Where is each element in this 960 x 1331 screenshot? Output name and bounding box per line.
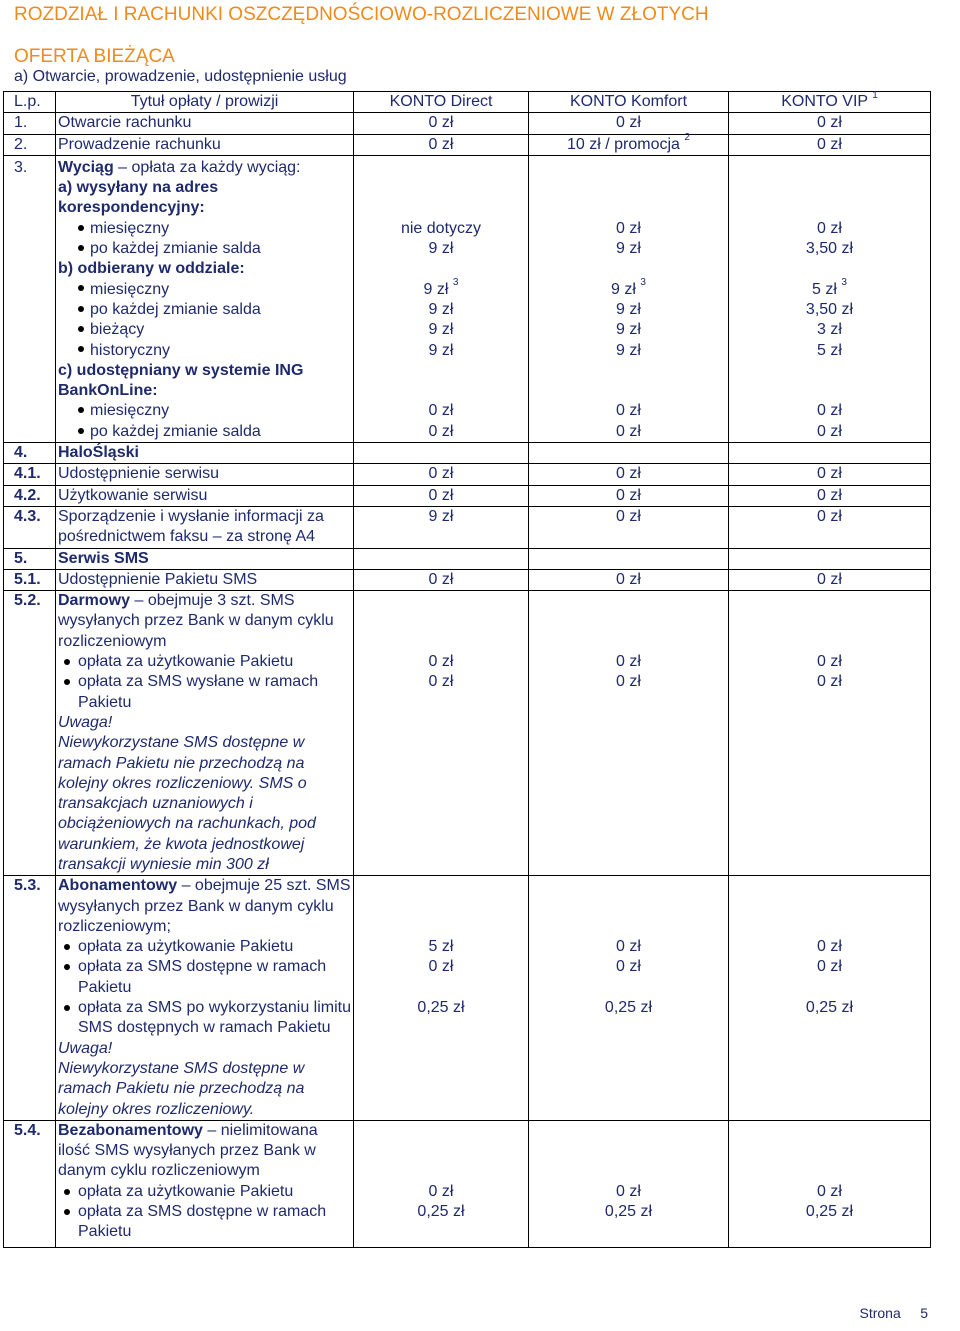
table-row bbox=[4, 569, 931, 590]
table-row bbox=[4, 464, 931, 485]
page-number: 5 bbox=[920, 1305, 928, 1321]
table-row bbox=[4, 1120, 931, 1247]
row-label: Otwarcie rachunku bbox=[56, 113, 354, 134]
row-number: 4.1. bbox=[4, 464, 56, 485]
row-number: 5.2. bbox=[4, 591, 56, 876]
value-komfort: 10 zł / promocja $^2$ bbox=[529, 134, 729, 155]
note-title: Uwaga! bbox=[58, 713, 113, 731]
value-vip: 0 zł bbox=[729, 464, 931, 485]
note-text: Niewykorzystane SMS dostępne w ramach Pakietu nie przechodzą na kolejny okres rozliczeniowy. SMS o transakcjach uznaniowych i obciążeniowych na rachunkach, pod warunkiem, że kwota jednostkowej transakcji wyniesie min 300 zł bbox=[58, 734, 316, 873]
row-label: Darmowy – obejmuje 3 szt. SMS wysyłanych przez Bank w danym cyklu rozliczeniowym opłata za użytkowanie Pakietu opłata za SMS wysłane w ramach Pakietu Uwaga! Niewykorzystane SMS dostępne w ramach Pakietu nie przechodzą na kolejny okres rozliczeniowy. SMS o transakcjach uznaniowych i obciążeniowych na rachunkach, pod warunkiem, że kwota jednostkowej transakcji wyniesie min 300 zł bbox=[56, 591, 354, 876]
bullet-icon bbox=[78, 346, 84, 352]
value-komfort: 0 zł 0,25 zł bbox=[529, 1120, 729, 1247]
list-item: opłata za SMS po wykorzystaniu limitu SMS dostępnych w ramach Pakietu bbox=[78, 998, 353, 1039]
table-row bbox=[4, 485, 931, 506]
section-subtitle: a) Otwarcie, prowadzenie, udostępnienie usług bbox=[14, 68, 347, 85]
fee-table bbox=[3, 91, 931, 1248]
value-direct: 0 zł 0,25 zł bbox=[354, 1120, 529, 1247]
header-lp: L.p. bbox=[4, 92, 56, 113]
row-label: Abonamentowy – obejmuje 25 szt. SMS wysyłanych przez Bank w danym cyklu rozliczeniowym; opłata za użytkowanie Pakietu opłata za SMS dostępne w ramach Pakietu opłata za SMS po wykorzystaniu limitu SMS dostępnych w ramach Pakietu Uwaga! Niewykorzystane SMS dostępne w ramach Pakietu nie przechodzą na kolejny okres rozliczeniowy. bbox=[56, 876, 354, 1121]
table-row bbox=[4, 155, 931, 442]
row-label: Użytkowanie serwisu bbox=[56, 485, 354, 506]
list-item: opłata za SMS dostępne w ramach Pakietu bbox=[78, 1202, 353, 1243]
value-vip: 0 zł bbox=[729, 506, 931, 548]
value-direct: 0 zł bbox=[354, 134, 529, 155]
row-number: 5.1. bbox=[4, 569, 56, 590]
value-vip: 0 zł 0,25 zł bbox=[729, 1120, 931, 1247]
row-label: HaloŚląski bbox=[56, 443, 354, 464]
value-komfort: 0 zł bbox=[529, 485, 729, 506]
value-komfort: 0 zł bbox=[529, 113, 729, 134]
note-text: Niewykorzystane SMS dostępne w ramach Pakietu nie przechodzą na kolejny okres rozliczeniowy. bbox=[58, 1059, 305, 1118]
value-vip: 0 zł bbox=[729, 485, 931, 506]
bullet-icon bbox=[78, 225, 84, 231]
value-direct: 0 zł bbox=[354, 569, 529, 590]
row-label: Udostępnienie serwisu bbox=[56, 464, 354, 485]
bullet-icon bbox=[78, 245, 84, 251]
value-direct: 5 zł 0 zł 0,25 zł bbox=[354, 876, 529, 1121]
row-number: 5.3. bbox=[4, 876, 56, 1121]
row-number: 3. bbox=[4, 155, 56, 442]
header-title: Tytuł opłaty / prowizji bbox=[56, 92, 354, 113]
value-direct: 0 zł bbox=[354, 113, 529, 134]
table-header-row bbox=[4, 92, 931, 113]
value-vip: 0 zł bbox=[729, 134, 931, 155]
list-item: opłata za użytkowanie Pakietu bbox=[78, 937, 353, 957]
row-number: 5.4. bbox=[4, 1120, 56, 1247]
row-label: Bezabonamentowy – nielimitowana ilość SMS wysyłanych przez Bank w danym cyklu rozliczeniowym opłata za użytkowanie Pakietu opłata za SMS dostępne w ramach Pakietu bbox=[56, 1120, 354, 1247]
value-komfort: 0 zł 0 zł bbox=[529, 591, 729, 876]
row-number: 5. bbox=[4, 548, 56, 569]
header-komfort: KONTO Komfort bbox=[529, 92, 729, 113]
value-vip: 0 zł 0 zł 0,25 zł bbox=[729, 876, 931, 1121]
row-label: Wyciąg – opłata za każdy wyciąg: a) wysyłany na adres korespondencyjny: miesięczny po każdej zmianie salda b) odbierany w oddziale: miesięczny po każdej zmianie salda bieżący historyczny c) udostępniany w systemie ING BankOnLine: miesięczny po każdej zmianie salda bbox=[56, 155, 354, 442]
table-row bbox=[4, 876, 931, 1121]
value-komfort: 0 zł bbox=[529, 506, 729, 548]
list-item: opłata za SMS wysłane w ramach Pakietu bbox=[78, 672, 353, 713]
row-number: 2. bbox=[4, 134, 56, 155]
page-footer bbox=[860, 1305, 929, 1321]
row-label: Serwis SMS bbox=[56, 548, 354, 569]
chapter-title: ROZDZIAŁ I RACHUNKI OSZCZĘDNOŚCIOWO-ROZLICZENIOWE W ZŁOTYCH bbox=[14, 4, 709, 25]
list-item: opłata za użytkowanie Pakietu bbox=[78, 1182, 353, 1202]
table-row bbox=[4, 134, 931, 155]
table-row bbox=[4, 591, 931, 876]
value-komfort: 0 zł 9 zł 9 zł $^3$ 9 zł 9 zł 9 zł 0 zł 0 zł bbox=[529, 155, 729, 442]
bullet-icon bbox=[78, 306, 84, 312]
value-direct: nie dotyczy 9 zł 9 zł $^3$ 9 zł 9 zł 9 zł 0 zł 0 zł bbox=[354, 155, 529, 442]
table-row bbox=[4, 443, 931, 464]
list-item: opłata za użytkowanie Pakietu bbox=[78, 652, 353, 672]
row-label: Sporządzenie i wysłanie informacji za pośrednictwem faksu – za stronę A4 bbox=[56, 506, 354, 548]
value-vip: 0 zł bbox=[729, 113, 931, 134]
row-number: 1. bbox=[4, 113, 56, 134]
bullet-icon bbox=[78, 428, 84, 434]
value-vip: 0 zł bbox=[729, 569, 931, 590]
table-row bbox=[4, 113, 931, 134]
list-item: opłata za SMS dostępne w ramach Pakietu bbox=[78, 957, 353, 998]
value-direct: 0 zł 0 zł bbox=[354, 591, 529, 876]
value-vip: 0 zł 3,50 zł 5 zł $^3$ 3,50 zł 3 zł 5 zł 0 zł 0 zł bbox=[729, 155, 931, 442]
bullet-icon bbox=[78, 285, 84, 291]
bullet-icon bbox=[78, 326, 84, 332]
header-direct: KONTO Direct bbox=[354, 92, 529, 113]
header-vip: KONTO VIP $^1$ bbox=[729, 92, 931, 113]
value-direct: 0 zł bbox=[354, 485, 529, 506]
value-komfort: 0 zł bbox=[529, 569, 729, 590]
row-number: 4.3. bbox=[4, 506, 56, 548]
footer-label: Strona bbox=[859, 1305, 901, 1321]
row-label: Prowadzenie rachunku bbox=[56, 134, 354, 155]
value-vip: 0 zł 0 zł bbox=[729, 591, 931, 876]
row-number: 4.2. bbox=[4, 485, 56, 506]
offer-heading: OFERTA BIEŻĄCA bbox=[14, 46, 175, 67]
row-number: 4. bbox=[4, 443, 56, 464]
value-direct: 0 zł bbox=[354, 464, 529, 485]
value-komfort: 0 zł 0 zł 0,25 zł bbox=[529, 876, 729, 1121]
table-row bbox=[4, 506, 931, 548]
bullet-icon bbox=[78, 407, 84, 413]
table-row bbox=[4, 548, 931, 569]
row-label: Udostępnienie Pakietu SMS bbox=[56, 569, 354, 590]
value-komfort: 0 zł bbox=[529, 464, 729, 485]
value-direct: 9 zł bbox=[354, 506, 529, 548]
note-title: Uwaga! bbox=[58, 1039, 113, 1057]
